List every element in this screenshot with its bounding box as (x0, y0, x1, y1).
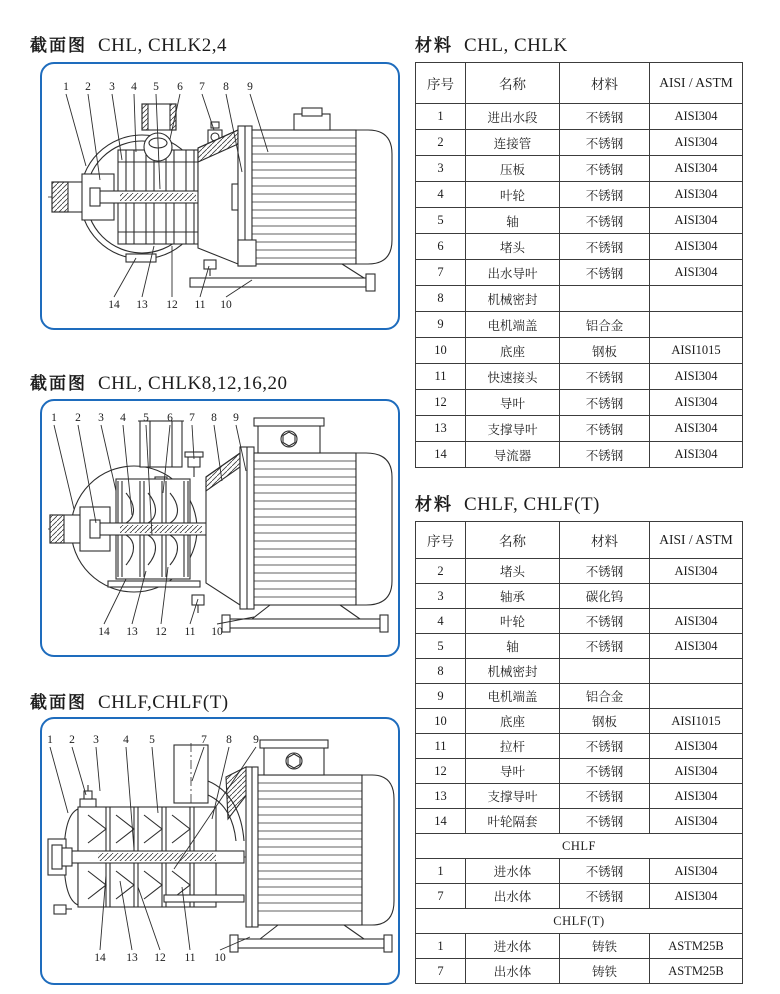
table-row (416, 130, 743, 156)
table-title-chl-chlk (415, 31, 568, 57)
section-title-zh: 截面图 (30, 36, 87, 55)
callout-leader-line (96, 747, 100, 791)
table-row (416, 390, 743, 416)
callout-label: 3 (93, 734, 99, 746)
callout-label: 5 (153, 81, 159, 93)
callout-leader-line (114, 258, 136, 297)
motor (240, 418, 392, 609)
callout-label: 3 (98, 412, 104, 424)
diagram-box-chl-chlk24 (40, 62, 400, 330)
column-header: 材料 (560, 522, 650, 559)
callout-label: 12 (166, 299, 178, 311)
table-cell: 4 (416, 609, 466, 634)
table-cell: 轴 (466, 208, 560, 234)
section-title-diagram-chl-chlk8 (30, 369, 287, 395)
table-row (416, 416, 743, 442)
table-cell: AISI304 (650, 734, 743, 759)
materials-table-chlf (415, 521, 743, 984)
callout-label: 5 (149, 734, 155, 746)
table-cell: 14 (416, 809, 466, 834)
callout-label: 13 (136, 299, 148, 311)
table-cell: 11 (416, 734, 466, 759)
table-title-zh: 材料 (415, 495, 453, 514)
motor (246, 740, 394, 927)
table-row (416, 834, 743, 859)
table-cell: AISI1015 (650, 338, 743, 364)
table-cell: 不锈钢 (560, 859, 650, 884)
table-row (416, 684, 743, 709)
table-row (416, 934, 743, 959)
section-title-zh: 截面图 (30, 374, 87, 393)
table-cell: 不锈钢 (560, 442, 650, 468)
callout-label: 8 (226, 734, 232, 746)
table-cell: 10 (416, 338, 466, 364)
materials-table-chl-chlk (415, 62, 743, 468)
table-cell: 电机端盖 (466, 312, 560, 338)
table-cell: 连接管 (466, 130, 560, 156)
table-group-row: CHLF(T) (416, 909, 743, 934)
table-cell: 不锈钢 (560, 784, 650, 809)
table-cell: 进水体 (466, 934, 560, 959)
table-row (416, 182, 743, 208)
table-row (416, 104, 743, 130)
table-row (416, 709, 743, 734)
table-title-zh: 材料 (415, 36, 453, 55)
table-title-en: CHL, CHLK (464, 35, 568, 56)
section-title-diagram-chl-chlk24 (30, 31, 227, 57)
table-cell: AISI304 (650, 759, 743, 784)
table-row (416, 584, 743, 609)
table-cell: 压板 (466, 156, 560, 182)
pump-cross-section-drawing-chlf (42, 719, 398, 983)
table-cell: 堵头 (466, 234, 560, 260)
table-cell: AISI304 (650, 784, 743, 809)
callout-label: 12 (155, 626, 167, 638)
callout-leader-line (202, 94, 214, 130)
table-cell: 机械密封 (466, 659, 560, 684)
table-cell: 轴 (466, 634, 560, 659)
table-cell (650, 659, 743, 684)
callout-label: 10 (211, 626, 223, 638)
callout-label: 12 (154, 952, 166, 964)
table-cell: 13 (416, 784, 466, 809)
table-title-chlf (415, 490, 600, 516)
callout-label: 4 (123, 734, 129, 746)
callout-label: 1 (51, 412, 57, 424)
table-cell: 碳化钨 (560, 584, 650, 609)
callout-label: 4 (120, 412, 126, 424)
table-row (416, 338, 743, 364)
callout-label: 6 (167, 412, 173, 424)
table-cell: AISI304 (650, 208, 743, 234)
table-cell: 10 (416, 709, 466, 734)
column-header: 名称 (466, 63, 560, 104)
column-header: 名称 (466, 522, 560, 559)
motor (238, 108, 392, 266)
table-cell: AISI304 (650, 234, 743, 260)
table-row (416, 734, 743, 759)
table-cell: AISI304 (650, 260, 743, 286)
table-cell: AISI304 (650, 416, 743, 442)
table-row (416, 364, 743, 390)
table-row (416, 809, 743, 834)
diagram-box-chlf (40, 717, 400, 985)
table-cell (650, 584, 743, 609)
column-header: AISI / ASTM (650, 63, 743, 104)
callout-label: 2 (85, 81, 91, 93)
table-cell: 不锈钢 (560, 208, 650, 234)
table-row (416, 784, 743, 809)
table-cell: AISI304 (650, 609, 743, 634)
table-cell: 不锈钢 (560, 416, 650, 442)
pump-cross-section-drawing-chl-chlk24 (42, 64, 398, 328)
table-row (416, 286, 743, 312)
callout-label: 11 (184, 626, 196, 638)
diagram-box-chl-chlk8 (40, 399, 400, 657)
table-row (416, 442, 743, 468)
table-cell (650, 286, 743, 312)
callout-label: 7 (199, 81, 205, 93)
table-cell: 出水体 (466, 884, 560, 909)
column-header: 序号 (416, 63, 466, 104)
table-cell: 不锈钢 (560, 559, 650, 584)
callout-leader-line (72, 747, 86, 795)
table-cell: 出水导叶 (466, 260, 560, 286)
callout-label: 10 (220, 299, 232, 311)
callout-label: 8 (223, 81, 229, 93)
callout-label: 9 (233, 412, 239, 424)
table-cell: 13 (416, 416, 466, 442)
table-cell: 铸铁 (560, 959, 650, 984)
table-cell: 铝合金 (560, 312, 650, 338)
table-cell: 4 (416, 182, 466, 208)
table-cell: 堵头 (466, 559, 560, 584)
table-row (416, 156, 743, 182)
table-cell: 不锈钢 (560, 364, 650, 390)
callout-leader-line (54, 425, 74, 509)
table-cell: AISI304 (650, 442, 743, 468)
table-cell: 不锈钢 (560, 130, 650, 156)
table-cell: 不锈钢 (560, 809, 650, 834)
table-cell: 轴承 (466, 584, 560, 609)
table-cell: 5 (416, 634, 466, 659)
table-row (416, 859, 743, 884)
callout-label: 9 (247, 81, 253, 93)
callout-label: 3 (109, 81, 115, 93)
column-header: 材料 (560, 63, 650, 104)
table-cell: 铝合金 (560, 684, 650, 709)
column-header: AISI / ASTM (650, 522, 743, 559)
table-cell: 叶轮 (466, 609, 560, 634)
table-row (416, 759, 743, 784)
section-title-en: CHLF,CHLF(T) (98, 692, 229, 713)
table-cell: 7 (416, 884, 466, 909)
table-cell: 导流器 (466, 442, 560, 468)
table-cell (650, 312, 743, 338)
table-cell: 2 (416, 130, 466, 156)
table-cell: 9 (416, 684, 466, 709)
table-cell (560, 286, 650, 312)
table-cell: 2 (416, 559, 466, 584)
table-cell: 12 (416, 390, 466, 416)
table-group-row: CHLF (416, 834, 743, 859)
table-cell: 不锈钢 (560, 260, 650, 286)
table-row (416, 884, 743, 909)
table-cell: 钢板 (560, 338, 650, 364)
table-row (416, 634, 743, 659)
section-title-en: CHL, CHLK8,12,16,20 (98, 373, 288, 394)
table-cell: 拉杆 (466, 734, 560, 759)
pump-cross-section-drawing-chl-chlk8 (42, 401, 398, 655)
table-row (416, 208, 743, 234)
callout-label: 9 (253, 734, 259, 746)
table-cell: AISI304 (650, 634, 743, 659)
table-cell (560, 659, 650, 684)
callout-label: 14 (94, 952, 106, 964)
table-cell: 底座 (466, 338, 560, 364)
table-cell: 机械密封 (466, 286, 560, 312)
table-cell: AISI304 (650, 364, 743, 390)
table-cell: AISI1015 (650, 709, 743, 734)
callout-label: 13 (126, 626, 138, 638)
table-header-row (416, 522, 743, 559)
table-cell: AISI304 (650, 884, 743, 909)
table-cell: 不锈钢 (560, 759, 650, 784)
callout-label: 6 (177, 81, 183, 93)
callout-label: 4 (131, 81, 137, 93)
callout-label: 14 (108, 299, 120, 311)
table-cell: 5 (416, 208, 466, 234)
table-cell: 电机端盖 (466, 684, 560, 709)
table-cell: 快速接头 (466, 364, 560, 390)
callout-label: 10 (214, 952, 226, 964)
callout-label: 1 (47, 734, 53, 746)
table-cell (650, 684, 743, 709)
callout-label: 1 (63, 81, 69, 93)
table-cell: 出水体 (466, 959, 560, 984)
table-cell: 支撑导叶 (466, 416, 560, 442)
table-cell: 进出水段 (466, 104, 560, 130)
column-header: 序号 (416, 522, 466, 559)
table-cell: 不锈钢 (560, 734, 650, 759)
table-cell: 7 (416, 959, 466, 984)
table-cell: AISI304 (650, 809, 743, 834)
table-cell: 3 (416, 156, 466, 182)
table-cell: 不锈钢 (560, 609, 650, 634)
table-cell: ASTM25B (650, 959, 743, 984)
callout-label: 7 (201, 734, 207, 746)
table-cell: 1 (416, 934, 466, 959)
callout-leader-line (50, 747, 68, 813)
table-cell: 8 (416, 286, 466, 312)
table-cell: 不锈钢 (560, 182, 650, 208)
callout-label: 2 (69, 734, 75, 746)
table-cell: 11 (416, 364, 466, 390)
table-cell: 不锈钢 (560, 884, 650, 909)
table-row (416, 959, 743, 984)
table-cell: 不锈钢 (560, 104, 650, 130)
table-cell: 导叶 (466, 390, 560, 416)
callout-label: 11 (194, 299, 206, 311)
table-cell: 12 (416, 759, 466, 784)
table-row (416, 234, 743, 260)
table-cell: 8 (416, 659, 466, 684)
table-cell: 3 (416, 584, 466, 609)
table-cell: 叶轮隔套 (466, 809, 560, 834)
table-cell: 1 (416, 104, 466, 130)
table-row (416, 659, 743, 684)
table-row (416, 260, 743, 286)
table-cell: 1 (416, 859, 466, 884)
table-cell: 9 (416, 312, 466, 338)
section-title-diagram-chlf (30, 688, 229, 714)
table-cell: ASTM25B (650, 934, 743, 959)
table-cell: AISI304 (650, 104, 743, 130)
table-row (416, 559, 743, 584)
table-cell: 进水体 (466, 859, 560, 884)
callout-leader-line (152, 747, 158, 813)
table-cell: 不锈钢 (560, 390, 650, 416)
table-title-en: CHLF, CHLF(T) (464, 494, 600, 515)
callout-label: 5 (143, 412, 149, 424)
callout-label: 7 (189, 412, 195, 424)
table-cell: 不锈钢 (560, 156, 650, 182)
table-row (416, 312, 743, 338)
table-cell: 铸铁 (560, 934, 650, 959)
callout-label: 11 (184, 952, 196, 964)
table-cell: 7 (416, 260, 466, 286)
callout-label: 8 (211, 412, 217, 424)
table-cell: 导叶 (466, 759, 560, 784)
callout-leader-line (66, 94, 86, 166)
table-cell: AISI304 (650, 559, 743, 584)
base-frame (230, 925, 392, 952)
table-cell: AISI304 (650, 156, 743, 182)
callout-label: 14 (98, 626, 110, 638)
callout-label: 13 (126, 952, 138, 964)
pump-assembly (52, 104, 246, 276)
table-row (416, 909, 743, 934)
table-cell: 14 (416, 442, 466, 468)
callout-label: 2 (75, 412, 81, 424)
table-cell: AISI304 (650, 390, 743, 416)
table-cell: AISI304 (650, 859, 743, 884)
table-cell: 钢板 (560, 709, 650, 734)
section-title-en: CHL, CHLK2,4 (98, 35, 227, 56)
table-cell: 不锈钢 (560, 634, 650, 659)
section-title-zh: 截面图 (30, 693, 87, 712)
table-cell: 叶轮 (466, 182, 560, 208)
table-header-row (416, 63, 743, 104)
table-cell: 6 (416, 234, 466, 260)
table-cell: AISI304 (650, 130, 743, 156)
table-cell: 底座 (466, 709, 560, 734)
table-cell: 支撑导叶 (466, 784, 560, 809)
table-cell: AISI304 (650, 182, 743, 208)
table-row (416, 609, 743, 634)
pump-assembly (50, 421, 240, 613)
table-cell: 不锈钢 (560, 234, 650, 260)
